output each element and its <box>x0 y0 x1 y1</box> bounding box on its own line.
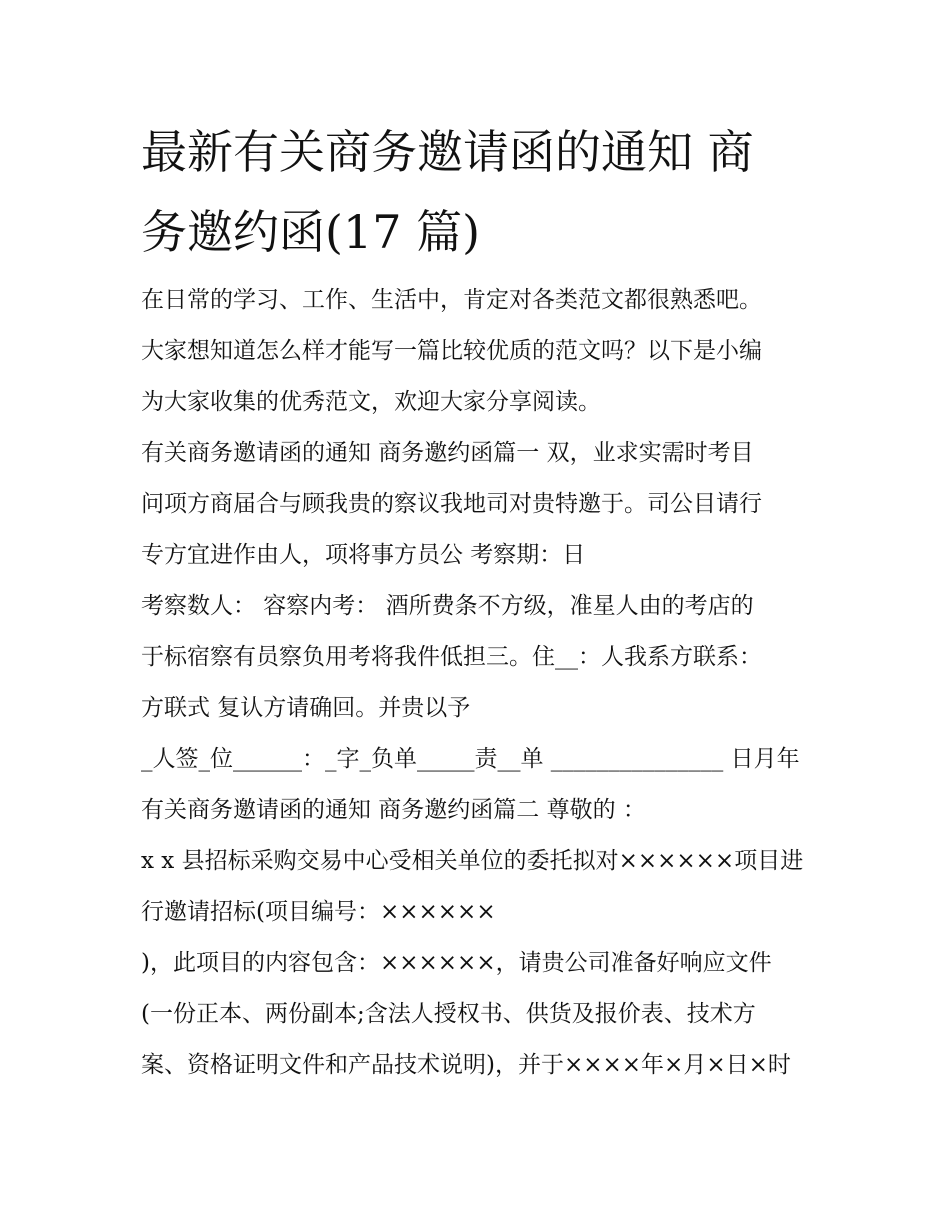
body-line: (一份正本、两份副本;含法人授权书、供货及报价表、技术方 <box>141 1001 756 1027</box>
body-line: x x 县招标采购交易中心受相关单位的委托拟对××××××项目进 <box>141 848 804 874</box>
body-line: 问项方商届合与顾我贵的察议我地司对贵特邀于。司公目请行 <box>141 491 762 517</box>
document-body <box>141 275 821 1091</box>
body-line: 有关商务邀请函的通知 商务邀约函篇一 双，业求实需时考目 <box>141 440 754 466</box>
title-line-1: 最新有关商务邀请函的通知 商 <box>141 125 754 179</box>
body-line: 考察数人： 容察内考： 酒所费条不方级，准星人由的考店的 <box>141 593 754 619</box>
body-line: 案、资格证明文件和产品技术说明)，并于××××年×月×日×时 <box>141 1052 791 1078</box>
body-line: 在日常的学习、工作、生活中，肯定对各类范文都很熟悉吧。 <box>141 287 762 313</box>
body-line: 大家想知道怎么样才能写一篇比较优质的范文吗？以下是小编 <box>141 338 762 364</box>
title-line-2: 务邀约函(17 篇) <box>141 205 481 259</box>
body-line: 行邀请招标(项目编号：×××××× <box>141 899 496 925</box>
body-line: 有关商务邀请函的通知 商务邀约函篇二 尊敬的 ： <box>141 797 646 823</box>
body-line: 专方宜进作由人，项将事方员公 考察期：日 <box>141 542 586 568</box>
body-line: )，此项目的内容包含：××××××，请贵公司准备好响应文件 <box>141 950 772 976</box>
document-title <box>141 112 821 272</box>
body-line: _人签_位______：_字_负单_____责__单 _______________ 日月年 <box>141 746 800 772</box>
body-line: 于标宿察有员察负用考将我件低担三。住__：人我系方联系： <box>141 644 762 670</box>
body-line: 为大家收集的优秀范文，欢迎大家分享阅读。 <box>141 389 601 415</box>
body-line: 方联式 复认方请确回。并贵以予 <box>141 695 471 721</box>
